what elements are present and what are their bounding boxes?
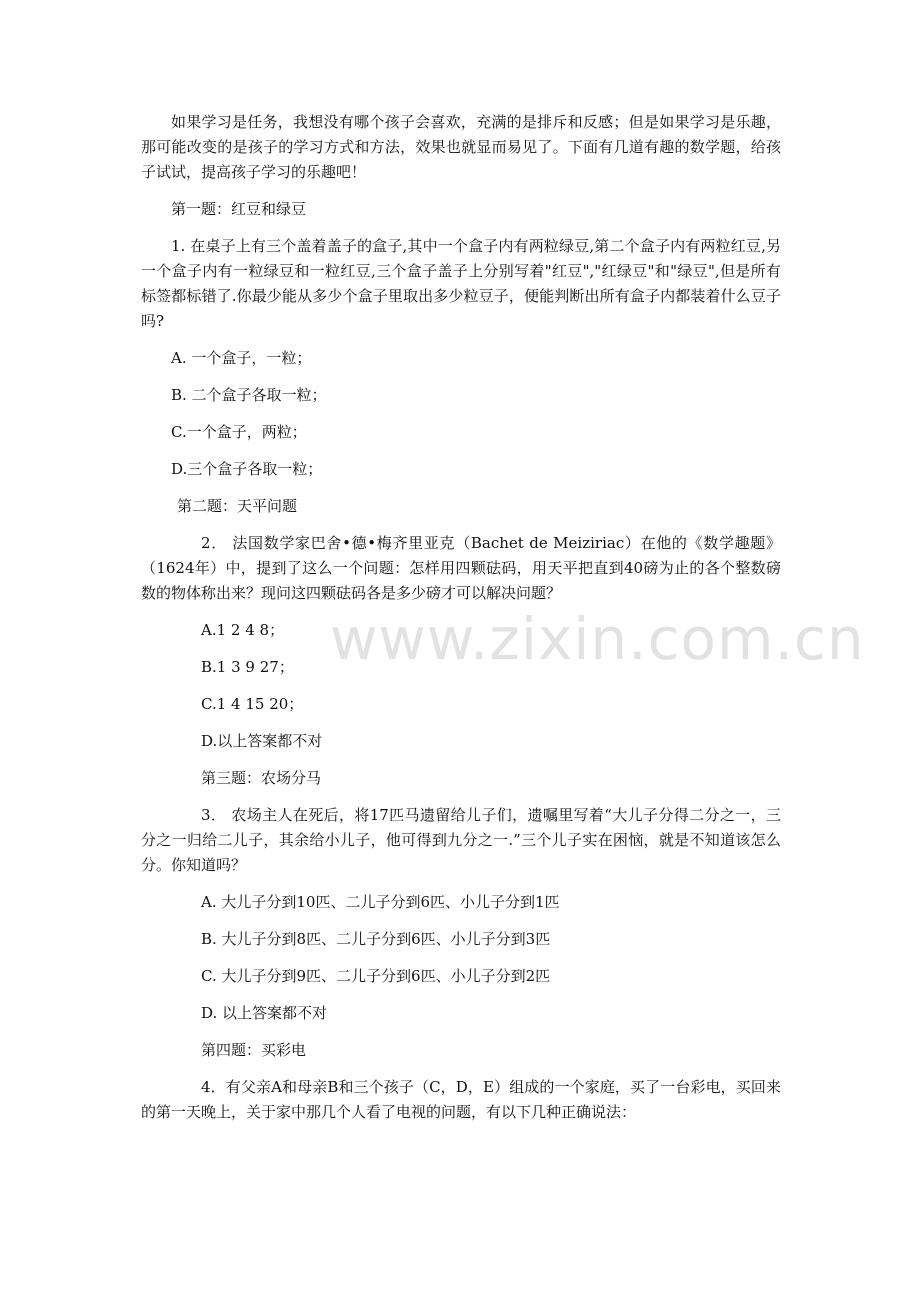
q2-option-d: D.以上答案都不对 bbox=[201, 732, 323, 750]
q3-option-c: C. 大儿子分到9匹、二儿子分到6匹、小儿子分到2匹 bbox=[201, 967, 551, 985]
q3-text: 3． 农场主人在死后，将17匹马遗留给儿子们，遗嘱里写着“大儿子分得二分之一，三分之一归给二儿子，其余给小儿子，他可得到九分之一.”三个儿子实在困恼，就是不知道该怎么分。你知道吗？ bbox=[141, 806, 781, 874]
q3-title: 第三题：农场分马 bbox=[201, 769, 322, 787]
q3-option-b: B. 大儿子分到8匹、二儿子分到6匹、小儿子分到3匹 bbox=[201, 930, 551, 948]
watermark: www.zixin.com.cn bbox=[330, 605, 865, 673]
q4-title: 第四题：买彩电 bbox=[201, 1041, 307, 1059]
q1-option-b: B. 二个盒子各取一粒； bbox=[171, 386, 327, 404]
q1-option-a: A. 一个盒子，一粒； bbox=[171, 349, 312, 367]
q3-option-d: D. 以上答案都不对 bbox=[201, 1004, 328, 1022]
q2-title: 第二题：天平问题 bbox=[177, 497, 298, 515]
q1-text: 1. 在桌子上有三个盖着盖子的盒子,其中一个盒子内有两粒绿豆,第二个盒子内有两粒红豆,另一个盒子内有一粒绿豆和一粒红豆,三个盒子盖子上分别写着"红豆","红绿豆"和"绿豆",但是所有标签都标错了.你最少能从多少个盒子里取出多少粒豆子，便能判断出所有盒子内都装着什么豆子吗? bbox=[141, 237, 781, 330]
intro-paragraph: 如果学习是任务，我想没有哪个孩子会喜欢，充满的是排斥和反感；但是如果学习是乐趣，那可能改变的是孩子的学习方式和方法，效果也就显而易见了。下面有几道有趣的数学题，给孩子试试，提高孩子学习的乐趣吧！ bbox=[141, 113, 781, 181]
q1-title: 第一题：红豆和绿豆 bbox=[171, 200, 307, 218]
q1-option-d: D.三个盒子各取一粒； bbox=[171, 460, 323, 478]
q1-option-c: C.一个盒子，两粒； bbox=[171, 423, 307, 441]
q2-text: 2． 法国数学家巴舍•德•梅齐里亚克（Bachet de Meiziriac）在他的《数学趣题》（1624年）中，提到了这么一个问题：怎样用四颗砝码，用天平把直到40磅为止的各个整数磅数的物体称出来？现问这四颗砝码各是多少磅才可以解决问题？ bbox=[141, 534, 781, 602]
q2-option-a: A.1 2 4 8； bbox=[201, 621, 285, 639]
q4-text: 4．有父亲A和母亲B和三个孩子（C，D，E）组成的一个家庭，买了一台彩电，买回来的第一天晚上，关于家中那几个人看了电视的问题，有以下几种正确说法： bbox=[141, 1078, 781, 1121]
document-body bbox=[141, 110, 781, 1137]
q3-option-a: A. 大儿子分到10匹、二儿子分到6匹、小儿子分到1匹 bbox=[201, 893, 560, 911]
q2-option-b: B.1 3 9 27； bbox=[201, 658, 294, 676]
q2-option-c: C.1 4 15 20； bbox=[201, 695, 304, 713]
